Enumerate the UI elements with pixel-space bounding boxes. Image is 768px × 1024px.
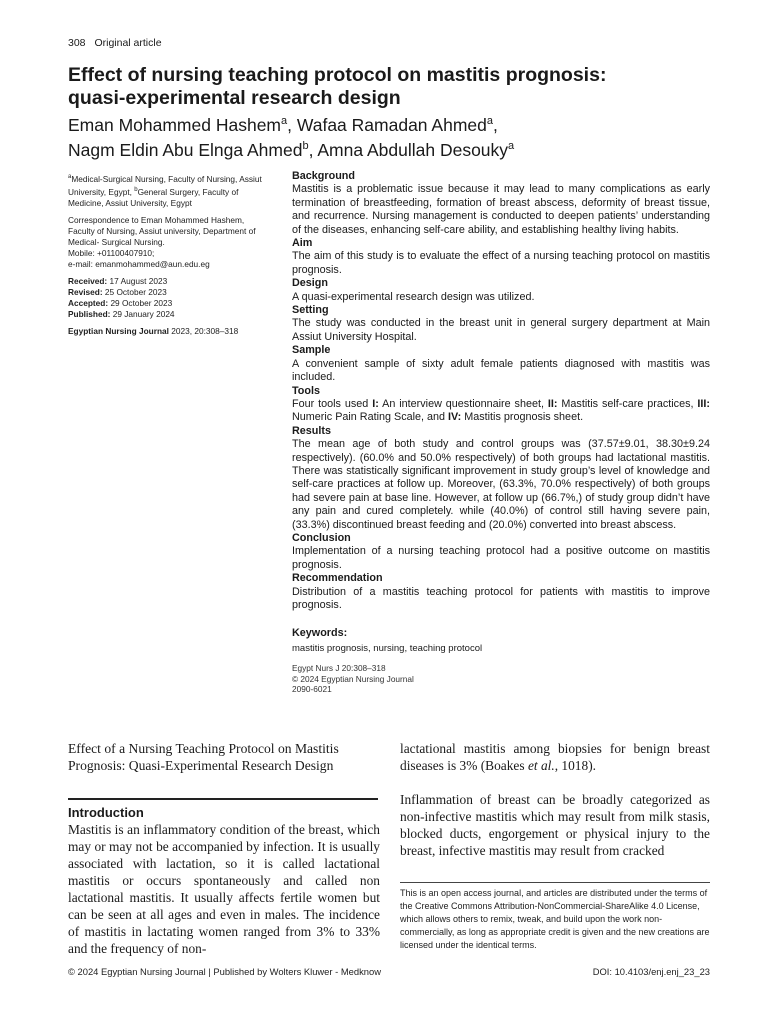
title-line-2: quasi-experimental research design bbox=[68, 87, 401, 109]
abstract-heading-tools: Tools bbox=[292, 384, 320, 397]
abstract bbox=[292, 170, 710, 695]
abstract-heading-results: Results bbox=[292, 424, 332, 437]
abstract-heading-background: Background bbox=[292, 170, 355, 182]
article-info-column bbox=[68, 172, 264, 337]
affiliations: $^a$Medical-Surgical Nursing, Faculty of Nursing, Assiut University, Egypt, $^b$General Surgery, Faculty of Medicine, Assiut University, Egypt bbox=[68, 173, 262, 208]
page-number: 308 bbox=[68, 37, 86, 49]
abstract-conclusion: Implementation of a nursing teaching protocol had a positive outcome on mastitis prognosis. bbox=[292, 545, 710, 571]
correspondence-email[interactable]: e-mail: emanmohammed@aun.edu.eg bbox=[68, 258, 210, 269]
citation-short: Egypt Nurs J 20:308–318 bbox=[292, 663, 386, 674]
keywords-list: mastitis prognosis, nursing, teaching protocol bbox=[292, 642, 483, 654]
author: Nagm Eldin Abu Elnga Ahmed$^b$, bbox=[68, 139, 318, 160]
body-paragraph: lactational mastitis among biopsies for benign breast diseases is 3% (Boakes et al., 1018). bbox=[400, 741, 710, 773]
revised-date: Revised: 25 October 2023 bbox=[68, 286, 167, 297]
body-paragraph: Inflammation of breast can be broadly categorized as non-infective mastitis which may result from milk stasis, blocked ducts, engorgement or physical injury to the breast, infective mastitis may result from cracked bbox=[400, 792, 710, 858]
title-block bbox=[68, 64, 718, 161]
abstract-tools: Four tools used I: An interview questionnaire sheet, II: Mastitis self-care practices, III: Numeric Pain Rating Scale, and IV: Mastitis prognosis sheet. bbox=[292, 397, 711, 424]
article-dates bbox=[68, 276, 264, 320]
citation-copyright: © 2024 Egyptian Nursing Journal bbox=[292, 673, 414, 684]
abstract-aim: The aim of this study is to evaluate the effect of a nursing teaching protocol on mastitis prognosis. bbox=[292, 250, 710, 276]
abstract-heading-recommendation: Recommendation bbox=[292, 572, 383, 585]
page-footer bbox=[68, 966, 710, 977]
author: Amna Abdullah Desouky$^a$ bbox=[317, 139, 515, 160]
introduction-heading: Introduction bbox=[68, 805, 144, 820]
published-date: Published: 29 January 2024 bbox=[68, 308, 175, 319]
abstract-background: Mastitis is a problematic issue because it may lead to many complications as early termination of breastfeeding, formation of breast abscess, deformity of breast tissue, and recurrence. Nursing management is conducted to deepen patients’ understanding of the diseases, enhancing self-care ability, and establishing healthy living habits. bbox=[292, 183, 710, 236]
keywords-heading: Keywords: bbox=[292, 627, 348, 640]
abstract-setting: The study was conducted in the breast unit in general surgery department at Main Assiut University Hospital. bbox=[292, 317, 710, 343]
title-line-1: Effect of nursing teaching protocol on mastitis prognosis: bbox=[68, 64, 607, 86]
journal-reference: Egyptian Nursing Journal 2023, 20:308–318 bbox=[68, 325, 239, 336]
introduction-section bbox=[68, 805, 380, 957]
body-right-column bbox=[400, 740, 710, 876]
article-type: Original article bbox=[94, 37, 162, 49]
author: Eman Mohammed Hashem$^a$, bbox=[68, 114, 297, 135]
author-list bbox=[68, 111, 718, 161]
section-divider bbox=[68, 798, 378, 800]
abstract-heading-conclusion: Conclusion bbox=[292, 531, 351, 544]
citation-issn: 2090-6021 bbox=[292, 684, 332, 695]
abstract-results: The mean age of both study and control groups was (37.57±9.01, 38.30±9.24 respectively). (60.0% and 50.0% respectively) of both groups had lactational mastitis. There was statistically significant improvement in study group’s level of knowledge and self-care practices at follow up. Moreover, (63.3%, 70.0% respectively) of both groups had severe pain at base line. However, at follow up (66.7%,) of study group didn’t have any pain and cured completely. while (40.0%) of control still having severe pain, (33.3%) discontinued breast feeding and (20.0%) converted into breast abscess. bbox=[292, 438, 710, 531]
license-notice: This is an open access journal, and articles are distributed under the terms of the Creative Commons Attribution-NonCommercial-ShareAlike 4.0 License, which allows others to remix, tweak, and build upon the work non-commercially, as long as appropriate credit is given and the new creations are licensed under the identical terms. bbox=[400, 882, 710, 952]
keywords-block bbox=[292, 627, 710, 655]
article-title bbox=[68, 64, 718, 110]
author: Wafaa Ramadan Ahmed$^a$, bbox=[296, 114, 498, 135]
abstract-sample: A convenient sample of sixty adult female patients diagnosed with mastitis was included. bbox=[292, 357, 710, 384]
introduction-text: Mastitis is an inflammatory condition of the breast, which may or may not be accompanied by infection. It is usually associated with lactation, so it is called lactational mastitis or occurs spontaneously and called non lactational mastitis. It usually affects fertile women but can be seen at all ages and even in males. The incidence of mastitis in lactating women ranged from 3% to 33% and the frequency of non- bbox=[68, 822, 380, 956]
received-date: Received: 17 August 2023 bbox=[68, 275, 168, 286]
short-title: Effect of a Nursing Teaching Protocol on Mastitis Prognosis: Quasi-Experimental Research Design bbox=[68, 741, 339, 773]
abstract-design: A quasi-experimental research design was utilized. bbox=[292, 290, 535, 303]
abstract-heading-setting: Setting bbox=[292, 304, 329, 317]
footer-doi[interactable]: DOI: 10.4103/enj.enj_23_23 bbox=[592, 966, 710, 977]
citation-block bbox=[292, 663, 710, 695]
running-head bbox=[68, 37, 168, 49]
abstract-heading-design: Design bbox=[292, 277, 328, 290]
abstract-heading-sample: Sample bbox=[292, 344, 331, 357]
abstract-recommendation: Distribution of a mastitis teaching protocol for patients with mastitis to improve prognosis. bbox=[292, 585, 710, 611]
footer-publisher: © 2024 Egyptian Nursing Journal | Published by Wolters Kluwer - Medknow bbox=[68, 966, 381, 977]
correspondence: Correspondence to Eman Mohammed Hashem, Faculty of Nursing, Assiut university, Department of Medical- Surgical Nursing. Mobile: +01100407910; e-mail: emanmohammed@aun.edu.eg bbox=[68, 214, 256, 269]
accepted-date: Accepted: 29 October 2023 bbox=[68, 297, 173, 308]
abstract-heading-aim: Aim bbox=[292, 237, 313, 250]
